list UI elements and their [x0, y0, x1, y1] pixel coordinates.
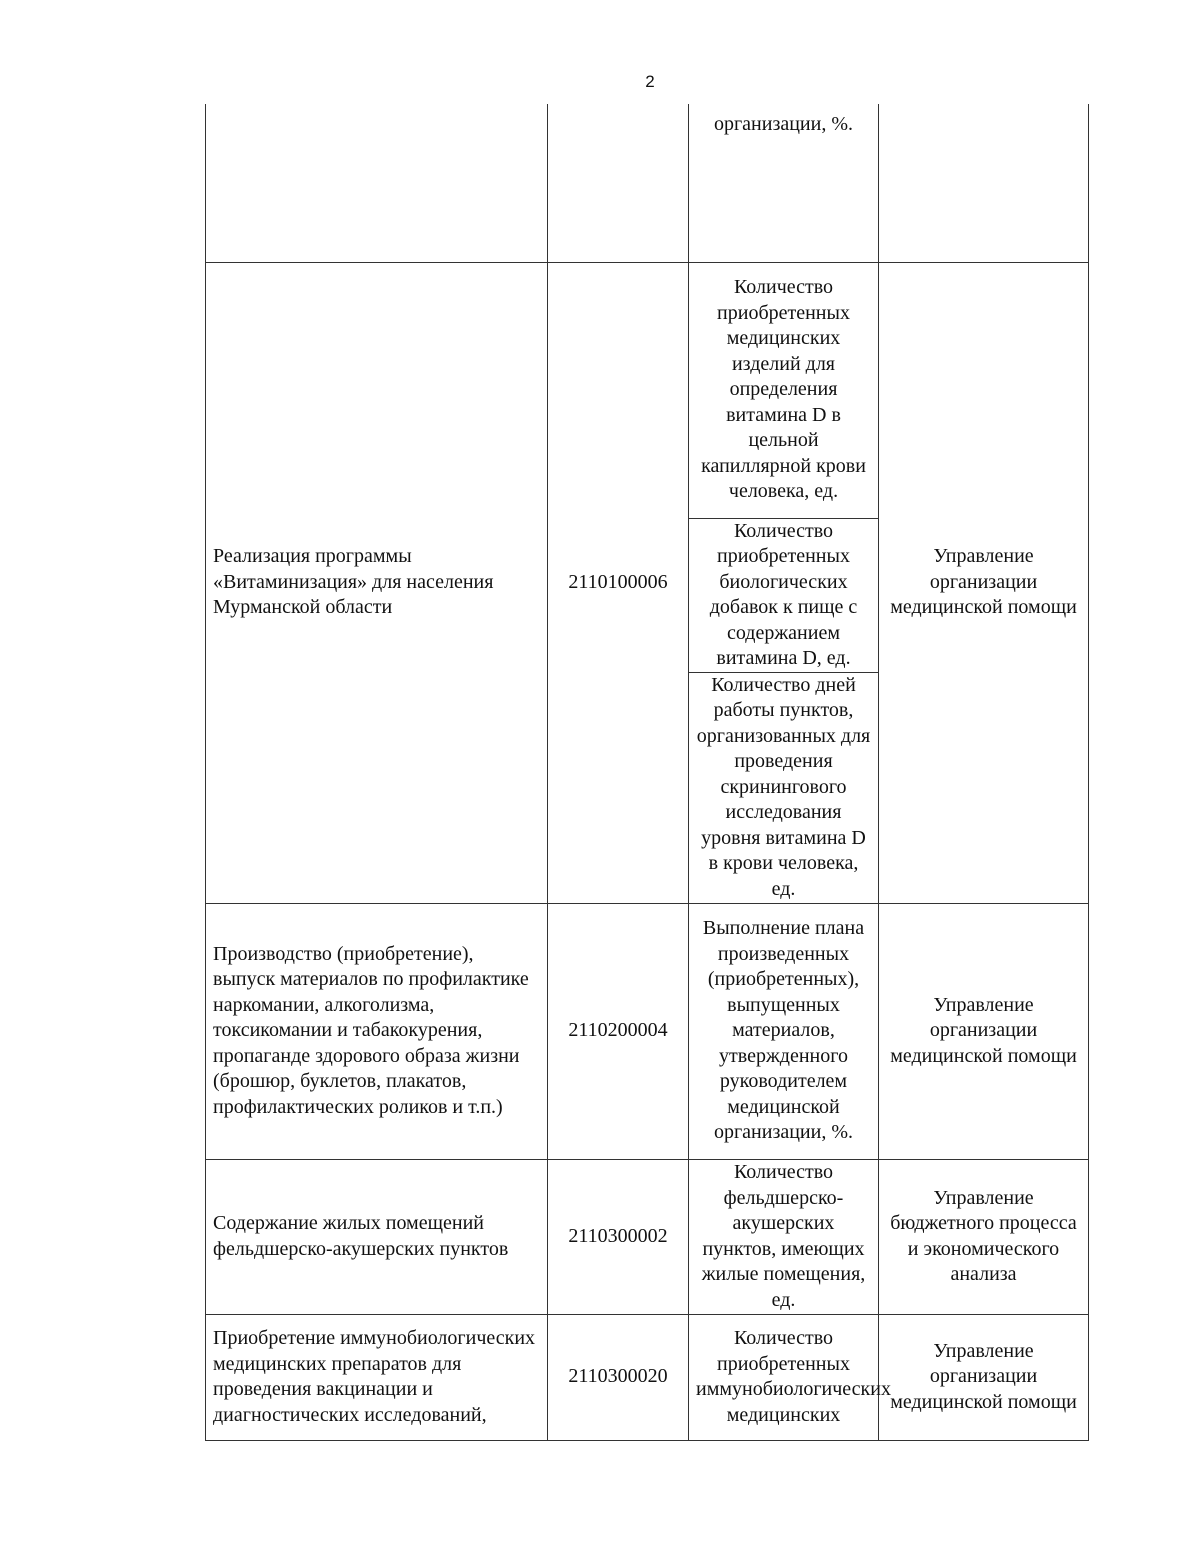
- table-cell-indicator: Количество приобретенных медицинских изделий для определения витамина D в цельной капиллярной крови человека, ед.: [689, 262, 879, 518]
- table-cell-code: [548, 104, 689, 262]
- table-row: [206, 262, 1089, 518]
- table-cell-name: [206, 104, 548, 262]
- table-cell-name: Реализация программы «Витаминизация» для населения Мурманской области: [206, 262, 548, 903]
- table-cell-name: Производство (приобретение), выпуск материалов по профилактике наркомании, алкоголизма, токсикомании и табакокурения, пропаганде здорового образа жизни (брошюр, буклетов, плакатов, профилактических роликов и т.п.): [206, 903, 548, 1159]
- table-cell-department: Управление организации медицинской помощи: [879, 1314, 1089, 1440]
- table-row: [206, 1314, 1089, 1440]
- table-cell-name: Содержание жилых помещений фельдшерско-акушерских пунктов: [206, 1159, 548, 1314]
- table-cell-code: 2110300002: [548, 1159, 689, 1314]
- table-cell-indicator: [689, 104, 879, 262]
- table-cell-department: Управление бюджетного процесса и экономического анализа: [879, 1159, 1089, 1314]
- table-row: [206, 1159, 1089, 1314]
- page-number: 2: [645, 72, 655, 91]
- table-row: [206, 903, 1089, 1159]
- table-cell-department: Управление организации медицинской помощи: [879, 262, 1089, 903]
- table-cell-code: 2110300020: [548, 1314, 689, 1440]
- document-table: [205, 104, 1089, 1441]
- table-cell-code: 2110200004: [548, 903, 689, 1159]
- table-cell-department: Управление организации медицинской помощи: [879, 903, 1089, 1159]
- table-cell-department: [879, 104, 1089, 262]
- table-cell-indicator: Количество приобретенных биологических добавок к пище с содержанием витамина D, ед.: [689, 518, 879, 672]
- table-row: [206, 104, 1089, 262]
- table-cell-indicator: Количество приобретенных иммунобиологических медицинских: [689, 1314, 879, 1440]
- table-cell-indicator: Выполнение плана произведенных (приобретенных), выпущенных материалов, утвержденного руководителем медицинской организации, %.: [689, 903, 879, 1159]
- table-cell-name: Приобретение иммунобиологических медицинских препаратов для проведения вакцинации и диагностических исследований,: [206, 1314, 548, 1440]
- indicator-text: организации, %.: [713, 113, 854, 135]
- table-cell-indicator: Количество дней работы пунктов, организованных для проведения скринингового исследования уровня витамина D в крови человека, ед.: [689, 672, 879, 903]
- table-cell-indicator: Количество фельдшерско-акушерских пунктов, имеющих жилые помещения, ед.: [689, 1159, 879, 1314]
- table-cell-code: 2110100006: [548, 262, 689, 903]
